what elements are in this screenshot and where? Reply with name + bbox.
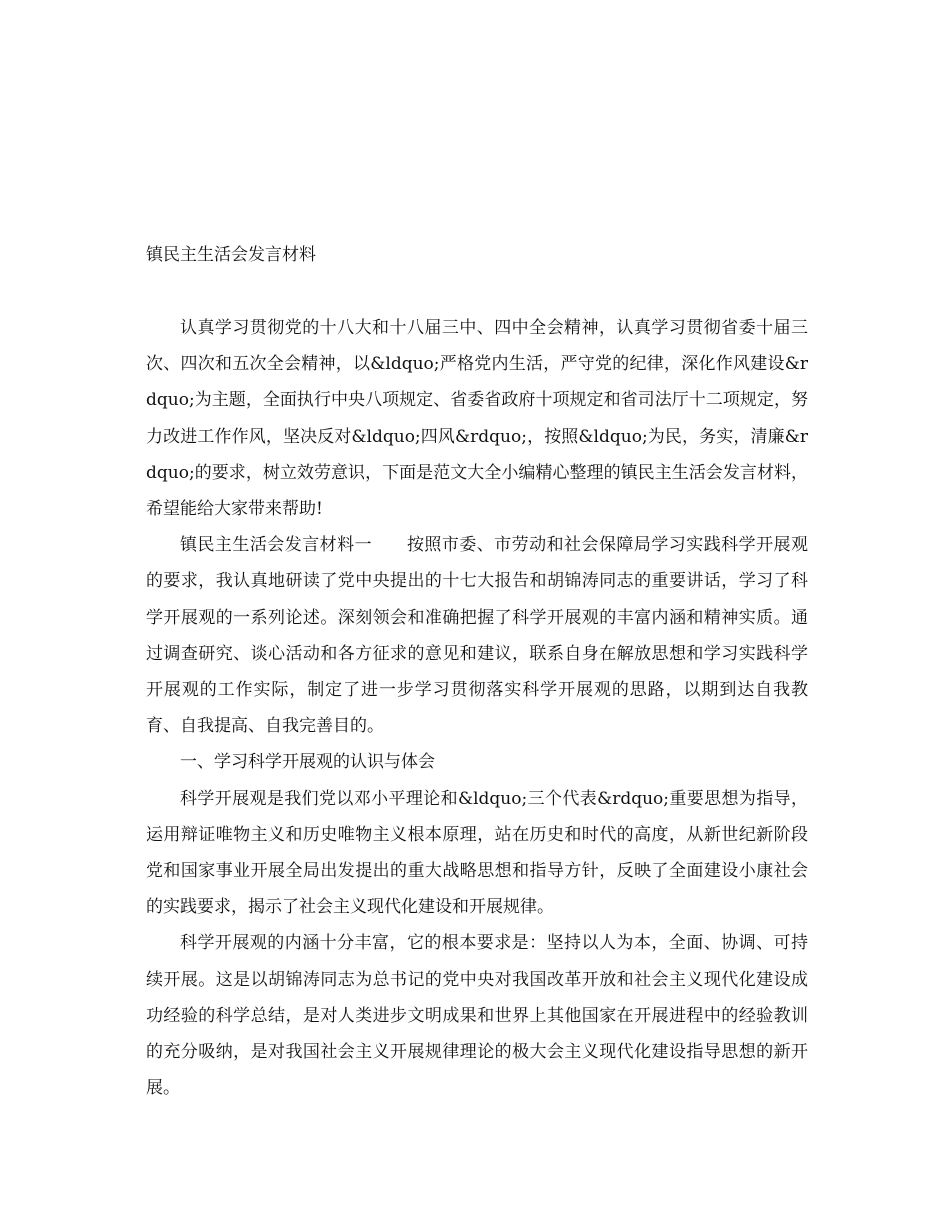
section-heading: 一、学习科学开展观的认识与体会 xyxy=(180,752,435,773)
paragraph-body: 科学开展观是我们党以邓小平理论和&ldquo;三个代表&rdquo;重要思想为指导，运用辩证唯物主义和历史唯物主义根本原理，站在历史和时代的高度，从新世纪新阶段党和国家事业开展全局出发提出的重大战略思想和指导方针，反映了全面建设小康社会的实践要求，揭示了社会主义现代化建设和开展规律。 xyxy=(146,788,808,918)
paragraph-intro: 认真学习贯彻党的十八大和十八届三中、四中全会精神，认真学习贯彻省委十届三次、四次和五次全会精神，以&ldquo;严格党内生活，严守党的纪律，深化作风建设&rdquo;为主题，全面执行中央八项规定、省委省政府十项规定和省司法厅十二项规定，努力改进工作作风，坚决反对&ldquo;四风&rdquo;，按照&ldquo;为民，务实，清廉&rdquo;的要求，树立效劳意识，下面是范文大全小编精心整理的镇民主生活会发言材料，希望能给大家带来帮助! xyxy=(146,318,808,520)
paragraph-body: 科学开展观的内涵十分丰富，它的根本要求是：坚持以人为本，全面、协调、可持续开展。这是以胡锦涛同志为总书记的党中央对我国改革开放和社会主义现代化建设成功经验的科学总结，是对人类进步文明成果和世界上其他国家在开展进程中的经验教训的充分吸纳，是对我国社会主义开展规律理论的极大会主义现代化建设指导思想的新开展。 xyxy=(146,933,808,1099)
document-title: 镇民主生活会发言材料 xyxy=(146,245,316,265)
document-body xyxy=(146,310,808,1106)
paragraph-material-one: 镇民主生活会发言材料一 按照市委、市劳动和社会保障局学习实践科学开展观的要求，我认真地研读了党中央提出的十七大报告和胡锦涛同志的重要讲话，学习了科学开展观的一系列论述。深刻领会和准确把握了科学开展观的丰富内涵和精神实质。通过调查研究、谈心活动和各方征求的意见和建议，联系自身在解放思想和学习实践科学开展观的工作实际，制定了进一步学习贯彻落实科学开展观的思路，以期到达自我教育、自我提高、自我完善目的。 xyxy=(146,535,808,737)
